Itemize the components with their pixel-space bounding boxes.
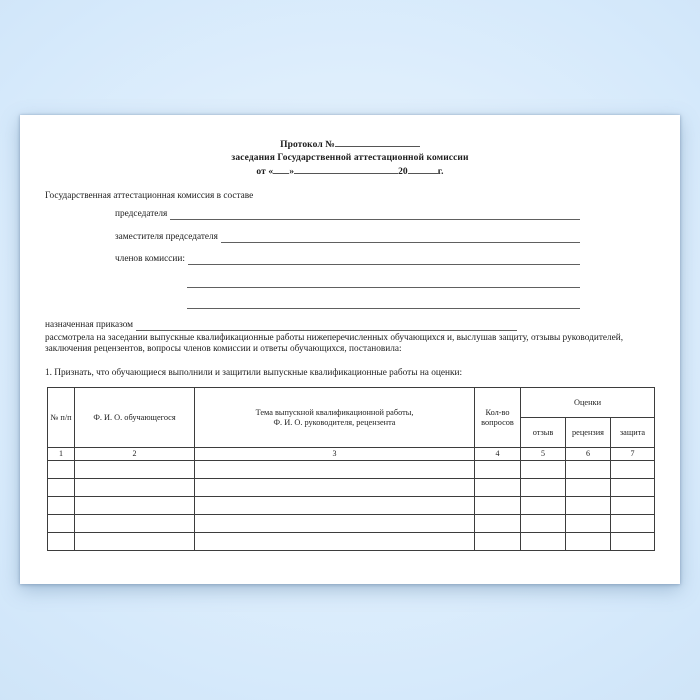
field-members-label: членов комиссии: — [115, 254, 185, 264]
protocol-label: Протокол № — [280, 140, 335, 150]
column-number: 1 — [48, 448, 75, 461]
field-chairman-label: председателя — [115, 209, 168, 219]
table-row — [48, 532, 655, 550]
column-number: 6 — [566, 448, 611, 461]
document-title — [20, 138, 680, 179]
col-header-topic-line2: Ф. И. О. руководителя, рецензента — [273, 417, 396, 427]
protocol-number-blank — [335, 138, 420, 147]
col-header-topic — [195, 388, 475, 448]
col-header-name: Ф. И. О. обучающегося — [75, 388, 195, 448]
col-header-defense: защита — [611, 418, 655, 448]
date-line — [20, 165, 680, 179]
column-number-row — [48, 448, 655, 461]
commission-intro: Государственная аттестационная комиссия в составе — [45, 191, 254, 201]
date-year-blank — [408, 165, 438, 174]
date-day-blank — [273, 165, 289, 174]
col-header-review: отзыв — [521, 418, 566, 448]
table-row — [48, 478, 655, 496]
column-number: 3 — [195, 448, 475, 461]
field-members-blank — [188, 253, 580, 265]
column-number: 4 — [475, 448, 521, 461]
field-vice-chairman-blank — [221, 231, 580, 243]
table-row — [48, 460, 655, 478]
field-appointed-blank — [136, 319, 517, 331]
date-year-suffix: г. — [437, 167, 444, 177]
field-chairman-blank — [170, 208, 580, 220]
field-vice-chairman — [115, 231, 580, 243]
blank-line — [187, 297, 580, 309]
field-vice-chairman-label: заместителя председателя — [115, 232, 218, 242]
date-month-blank — [294, 165, 398, 174]
col-header-recension: рецензия — [566, 418, 611, 448]
date-century-label: 20 — [398, 167, 408, 177]
date-from-label: от « — [256, 167, 274, 177]
date-close-quote: » — [289, 167, 295, 177]
field-appointed-label: назначенная приказом — [45, 320, 134, 330]
col-header-questions: Кол-во вопросов — [475, 388, 521, 448]
table-row — [48, 496, 655, 514]
field-chairman — [115, 208, 580, 220]
body-paragraph: рассмотрела на заседании выпускные квалификационные работы нижеперечисленных обучающихся и, выслушав защиту, отзывы руководителей, заключения рецензентов, вопросы членов комиссии и ответы обучающихся, постановила: — [45, 333, 624, 354]
members-extra-line-1 — [187, 276, 580, 288]
col-header-num: № п/п — [48, 388, 75, 448]
field-members — [115, 253, 580, 265]
members-extra-line-2 — [187, 297, 580, 309]
title-line2: заседания Государственной аттестационной комиссии — [231, 153, 469, 163]
table-row — [48, 514, 655, 532]
col-header-grades: Оценки — [521, 388, 655, 418]
column-number: 5 — [521, 448, 566, 461]
column-number: 2 — [75, 448, 195, 461]
document-page — [20, 115, 680, 584]
blank-line — [187, 276, 580, 288]
column-number: 7 — [611, 448, 655, 461]
col-header-topic-line1: Тема выпускной квалификационной работы, — [255, 407, 414, 417]
grades-table — [47, 387, 655, 551]
resolution-item: 1. Признать, что обучающиеся выполнили и защитили выпускные квалификационные работы на оценки: — [45, 368, 463, 378]
table-header-row-1 — [48, 388, 655, 418]
field-appointed-by-order — [45, 319, 517, 331]
protocol-number-line — [20, 138, 680, 152]
